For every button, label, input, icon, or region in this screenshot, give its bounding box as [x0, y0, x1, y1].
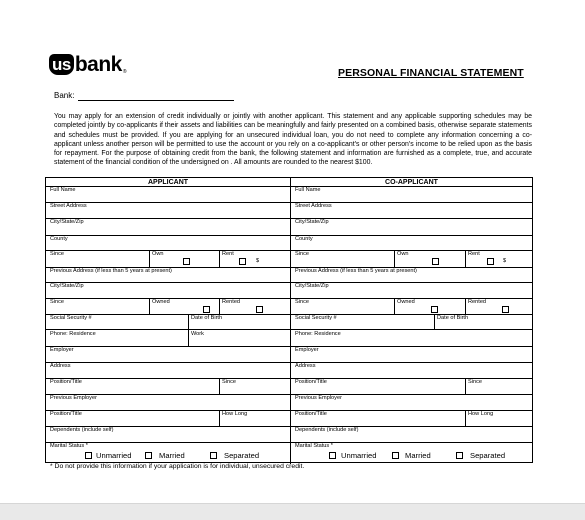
co-full-name-field[interactable]: Full Name: [295, 187, 321, 193]
cell-divider: [188, 314, 189, 346]
co-previous-address-field[interactable]: Previous Address (if less than 5 years at present): [295, 268, 417, 274]
work-phone-field[interactable]: Work: [191, 331, 204, 337]
dob-field[interactable]: Date of Birth: [191, 315, 223, 321]
co-applicant-header: CO-APPLICANT: [385, 179, 438, 186]
phone-residence-field[interactable]: Phone: Residence: [50, 331, 96, 337]
row-line: [46, 442, 533, 443]
own-checkbox[interactable]: [183, 258, 190, 265]
cell-divider: [219, 298, 220, 314]
row-line: [46, 235, 533, 236]
co-separated-label: Separated: [470, 451, 506, 460]
street-address-field[interactable]: Street Address: [50, 203, 87, 209]
co-rented-checkbox[interactable]: [502, 306, 509, 313]
employer-address-field[interactable]: Address: [50, 363, 71, 369]
co-rent-dollar-sign: $: [503, 258, 507, 264]
dependents-field[interactable]: Dependents (include self): [50, 427, 114, 433]
row-line: [46, 202, 533, 203]
marital-status-label: Marital Status *: [50, 443, 88, 449]
cell-divider: [434, 314, 435, 330]
since-field[interactable]: Since: [50, 251, 64, 257]
cell-divider: [219, 410, 220, 426]
co-city-state-zip-field[interactable]: City/State/Zip: [295, 219, 329, 225]
co-marital-status-label: Marital Status *: [295, 443, 333, 449]
unmarried-checkbox[interactable]: [85, 452, 92, 459]
separated-label: Separated: [224, 451, 260, 460]
co-city-state-zip-field-2[interactable]: City/State/Zip: [295, 283, 329, 289]
co-how-long-field[interactable]: How Long: [468, 411, 494, 417]
row-line: [46, 282, 533, 283]
cell-divider: [149, 250, 150, 267]
cell-divider: [219, 250, 220, 267]
row-line: [46, 346, 533, 347]
since-field-2[interactable]: Since: [50, 299, 64, 305]
bank-label: Bank:: [54, 91, 75, 100]
row-line: [46, 410, 533, 411]
co-owned-checkbox[interactable]: [431, 306, 438, 313]
rent-dollar-sign: $: [256, 258, 260, 264]
intro-paragraph: You may apply for an extension of credit individually or jointly with another applicant. This statement and any applicable supporting schedules may be completed jointly by co-applicants if their assets and liabilities can be meaningfully and fairly presented on a combined basis, otherwise separate statements and schedules must be provided. If you are applying for an unsecured individual loan, you do not need to complete any information concerning a co-applicant unless another person will be permitted to use the account or you rely on a co-applicant's or other person's income to be relied upon as the basis for repayment. For the purpose of obtaining credit from the bank, the following statement and information are furnished as a complete, true, and accurate statement of the financial condition of the undersigned on . All amounts are rounded to the nearest $100.: [54, 113, 532, 167]
co-unmarried-label: Unmarried: [341, 451, 377, 460]
co-county-field[interactable]: County: [295, 236, 313, 242]
marital-status-footnote: * Do not provide this information if your application is for individual, unsecured credit.: [50, 463, 305, 470]
row-line: [46, 329, 533, 330]
logo-bank-text: bank: [74, 53, 122, 76]
co-owned-label: Owned: [397, 299, 415, 305]
cell-divider: [394, 250, 395, 267]
bank-input-line[interactable]: [78, 100, 234, 101]
row-line: [46, 362, 533, 363]
city-state-zip-field[interactable]: City/State/Zip: [50, 219, 84, 225]
county-field[interactable]: County: [50, 236, 68, 242]
co-previous-employer-field[interactable]: Previous Employer: [295, 395, 342, 401]
co-since-field-2[interactable]: Since: [295, 299, 309, 305]
co-employer-address-field[interactable]: Address: [295, 363, 316, 369]
row-line: [46, 426, 533, 427]
usbank-logo: [49, 51, 127, 75]
co-married-checkbox[interactable]: [392, 452, 399, 459]
position-title-field[interactable]: Position/Title: [50, 379, 82, 385]
full-name-field[interactable]: Full Name: [50, 187, 76, 193]
cell-divider: [465, 410, 466, 426]
row-line: [46, 394, 533, 395]
co-rented-label: Rented: [468, 299, 487, 305]
owned-label: Owned: [152, 299, 170, 305]
row-line: [46, 250, 533, 251]
viewer-bottom-edge: [0, 503, 585, 520]
row-line: [46, 298, 533, 299]
co-employment-since-field[interactable]: Since: [468, 379, 482, 385]
married-label: Married: [159, 451, 185, 460]
co-position-title-field[interactable]: Position/Title: [295, 379, 327, 385]
row-line: [46, 218, 533, 219]
previous-position-title-field[interactable]: Position/Title: [50, 411, 82, 417]
co-separated-checkbox[interactable]: [456, 452, 463, 459]
ssn-field[interactable]: Social Security #: [50, 315, 92, 321]
owned-checkbox[interactable]: [203, 306, 210, 313]
logo-us-shield: us: [49, 54, 74, 75]
column-divider: [290, 178, 291, 464]
row-line: [46, 378, 533, 379]
co-rent-label: Rent: [468, 251, 480, 257]
applicant-header: APPLICANT: [147, 179, 189, 186]
rented-checkbox[interactable]: [256, 306, 263, 313]
own-label: Own: [152, 251, 164, 257]
cell-divider: [465, 378, 466, 394]
co-ssn-field[interactable]: Social Security #: [295, 315, 337, 321]
co-employer-field[interactable]: Employer: [295, 347, 319, 353]
logo-registered-mark: ®: [122, 69, 127, 75]
co-phone-residence-field[interactable]: Phone: Residence: [295, 331, 341, 337]
previous-employer-field[interactable]: Previous Employer: [50, 395, 97, 401]
employment-since-field[interactable]: Since: [222, 379, 236, 385]
employer-field[interactable]: Employer: [50, 347, 74, 353]
co-dob-field[interactable]: Date of Birth: [437, 315, 469, 321]
cell-divider: [465, 250, 466, 267]
unmarried-label: Unmarried: [96, 451, 132, 460]
co-own-checkbox[interactable]: [432, 258, 439, 265]
rented-label: Rented: [222, 299, 241, 305]
how-long-field[interactable]: How Long: [222, 411, 248, 417]
married-checkbox[interactable]: [145, 452, 152, 459]
co-previous-position-title-field[interactable]: Position/Title: [295, 411, 327, 417]
separated-checkbox[interactable]: [210, 452, 217, 459]
cell-divider: [149, 298, 150, 314]
cell-divider: [394, 298, 395, 314]
city-state-zip-field-2[interactable]: City/State/Zip: [50, 283, 84, 289]
co-own-label: Own: [397, 251, 409, 257]
cell-divider: [219, 378, 220, 394]
rent-label: Rent: [222, 251, 234, 257]
applicant-form-table: [45, 177, 533, 463]
document-title: PERSONAL FINANCIAL STATEMENT: [338, 67, 524, 79]
previous-address-field[interactable]: Previous Address (if less than 5 years at present): [50, 268, 172, 274]
co-street-address-field[interactable]: Street Address: [295, 203, 332, 209]
co-dependents-field[interactable]: Dependents (include self): [295, 427, 359, 433]
row-line: [46, 186, 533, 187]
co-since-field[interactable]: Since: [295, 251, 309, 257]
co-married-label: Married: [405, 451, 431, 460]
co-rent-checkbox[interactable]: [487, 258, 494, 265]
co-unmarried-checkbox[interactable]: [329, 452, 336, 459]
rent-checkbox[interactable]: [239, 258, 246, 265]
cell-divider: [465, 298, 466, 314]
